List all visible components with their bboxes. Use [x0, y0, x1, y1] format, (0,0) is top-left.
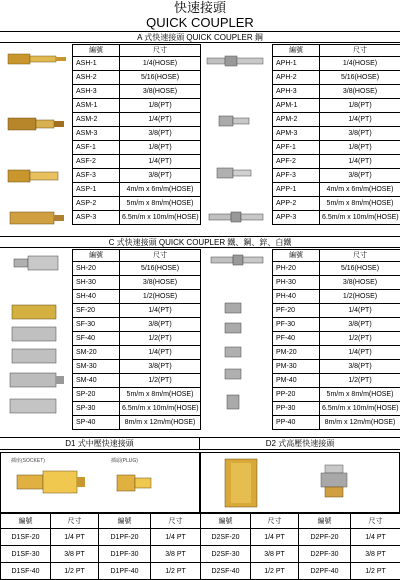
product-code: PH-30 — [273, 276, 320, 290]
product-size: 1/4(HOSE) — [320, 57, 400, 71]
table-row — [273, 276, 400, 290]
table-row — [273, 141, 400, 155]
table-row — [73, 388, 201, 402]
product-code: PP-30 — [273, 402, 320, 416]
product-code: SH-20 — [73, 262, 120, 276]
product-size: 5m/m x 8m/m(HOSE) — [120, 388, 201, 402]
ash-coupler-image — [8, 54, 66, 64]
product-code: APM-3 — [273, 127, 320, 141]
table-row — [273, 416, 400, 430]
table-row — [73, 276, 201, 290]
table-row — [273, 57, 400, 71]
socket-code: D1SF-30 — [1, 546, 51, 563]
table-row — [73, 197, 201, 211]
section-a-heading: A 式快速接頭 QUICK COUPLER 鋼 — [0, 31, 400, 43]
plug-code: D2PF-30 — [299, 546, 351, 563]
product-code: APF-2 — [273, 155, 320, 169]
product-code: APH-1 — [273, 57, 320, 71]
app-plug-image — [209, 212, 263, 222]
apm-plug-image — [219, 116, 249, 126]
table-header-row — [201, 514, 400, 529]
section-a-right-photos — [201, 44, 273, 236]
product-code: ASM-2 — [73, 113, 120, 127]
product-code: APP-1 — [273, 183, 320, 197]
product-size: 1/2(PT) — [320, 374, 400, 388]
header-size: 尺寸 — [120, 45, 201, 57]
section-c-left-table — [72, 249, 201, 430]
table-row — [73, 318, 201, 332]
table-row — [73, 141, 201, 155]
product-size: 1/4(PT) — [320, 113, 400, 127]
socket-code: D1SF-40 — [1, 563, 51, 580]
header-socket-size: 尺寸 — [51, 514, 99, 529]
socket-size: 1/2 PT — [51, 563, 99, 580]
product-size: 4m/m x 6m/m(HOSE) — [320, 183, 400, 197]
plug-size: 1/4 PT — [151, 529, 201, 546]
product-size: 1/4(PT) — [120, 346, 201, 360]
table-row — [73, 113, 201, 127]
brass-coupler-photo-group — [0, 44, 72, 236]
asm-coupler-image — [8, 118, 64, 130]
product-code: APM-1 — [273, 99, 320, 113]
table-row — [73, 71, 201, 85]
table-row — [273, 169, 400, 183]
table-row — [273, 155, 400, 169]
product-size: 3/8(HOSE) — [320, 276, 400, 290]
product-size: 1/4(PT) — [120, 304, 201, 318]
sf-socket-image — [12, 305, 56, 363]
c-plug-photo-group — [201, 249, 273, 437]
product-size: 3/8(PT) — [320, 360, 400, 374]
product-size: 3/8(HOSE) — [120, 85, 201, 99]
ph-plug-image — [211, 255, 263, 265]
product-code: PM-30 — [273, 360, 320, 374]
table-row — [73, 402, 201, 416]
header-socket-code: 編號 — [201, 514, 251, 529]
header-socket-size: 尺寸 — [251, 514, 299, 529]
product-size: 3/8(PT) — [120, 127, 201, 141]
table-row — [73, 262, 201, 276]
page-title-english: QUICK COUPLER — [0, 15, 400, 31]
d2-photo-panel — [200, 452, 400, 513]
product-code: ASP-2 — [73, 197, 120, 211]
plug-code: D1PF-30 — [99, 546, 151, 563]
product-code: ASH-3 — [73, 85, 120, 99]
product-code: ASH-2 — [73, 71, 120, 85]
product-size: 5/16(HOSE) — [320, 71, 400, 85]
header-size: 尺寸 — [320, 250, 400, 262]
plug-code: D1PF-20 — [99, 529, 151, 546]
header-code: 編號 — [273, 45, 320, 57]
table-row — [273, 346, 400, 360]
header-size: 尺寸 — [120, 250, 201, 262]
socket-code: D1SF-20 — [1, 529, 51, 546]
table-row — [73, 211, 201, 225]
sp-socket-image — [10, 399, 56, 413]
table-row — [73, 169, 201, 183]
product-code: SF-40 — [73, 332, 120, 346]
table-row — [273, 113, 400, 127]
header-plug-size: 尺寸 — [151, 514, 201, 529]
product-code: APP-2 — [273, 197, 320, 211]
product-size: 6.5m/m x 10m/m(HOSE) — [120, 211, 201, 225]
product-code: SP-20 — [73, 388, 120, 402]
plug-size: 3/8 PT — [151, 546, 201, 563]
section-c-heading: C 式快速接頭 QUICK COUPLER 鐵、鋼、鋅、白鐵 — [0, 236, 400, 248]
pp-plug-image — [227, 395, 239, 409]
d1-photo-panel — [0, 452, 200, 513]
product-size: 1/4(PT) — [320, 155, 400, 169]
product-size: 8m/m x 12m/m(HOSE) — [320, 416, 400, 430]
product-code: PH-40 — [273, 290, 320, 304]
product-code: ASF-1 — [73, 141, 120, 155]
pm-plug-image — [225, 347, 241, 379]
product-code: ASF-2 — [73, 155, 120, 169]
c-socket-photo-group — [0, 249, 72, 437]
asp-coupler-image — [10, 212, 64, 224]
header-code: 編號 — [273, 250, 320, 262]
product-size: 5/16(HOSE) — [120, 262, 201, 276]
table-row — [201, 563, 400, 580]
product-code: ASM-3 — [73, 127, 120, 141]
product-code: APM-2 — [273, 113, 320, 127]
plug-size: 1/2 PT — [351, 563, 400, 580]
header-socket-code: 編號 — [1, 514, 51, 529]
product-size: 5m/m x 8m/m(HOSE) — [120, 197, 201, 211]
socket-code: D2SF-20 — [201, 529, 251, 546]
table-row — [73, 332, 201, 346]
socket-size: 1/4 PT — [51, 529, 99, 546]
header-code: 編號 — [73, 45, 120, 57]
table-header-row — [273, 45, 400, 57]
product-code: APH-2 — [273, 71, 320, 85]
product-code: SP-30 — [73, 402, 120, 416]
socket-size: 1/2 PT — [251, 563, 299, 580]
product-size: 8m/m x 12m/m(HOSE) — [120, 416, 201, 430]
apf-plug-image — [217, 168, 251, 178]
table-row — [73, 360, 201, 374]
d2-coupler-image — [201, 453, 399, 512]
header-plug-size: 尺寸 — [351, 514, 400, 529]
product-size: 1/2(PT) — [120, 374, 201, 388]
product-size: 1/8(PT) — [320, 141, 400, 155]
section-d1-table — [0, 513, 201, 580]
product-code: PM-20 — [273, 346, 320, 360]
product-size: 5/16(HOSE) — [320, 262, 400, 276]
table-row — [273, 290, 400, 304]
table-row — [73, 127, 201, 141]
product-code: PF-40 — [273, 332, 320, 346]
product-size: 1/4(HOSE) — [120, 57, 201, 71]
table-row — [73, 346, 201, 360]
section-d2-table — [200, 513, 400, 580]
header-size: 尺寸 — [320, 45, 400, 57]
product-size: 1/2(PT) — [120, 332, 201, 346]
table-row — [273, 85, 400, 99]
product-code: PH-20 — [273, 262, 320, 276]
socket-size: 3/8 PT — [51, 546, 99, 563]
table-header-row — [73, 250, 201, 262]
product-code: SP-40 — [73, 416, 120, 430]
product-size: 1/8(PT) — [120, 141, 201, 155]
product-size: 1/4(PT) — [320, 346, 400, 360]
table-header-row — [273, 250, 400, 262]
section-a-right-table — [272, 44, 400, 225]
product-code: PM-40 — [273, 374, 320, 388]
table-row — [73, 85, 201, 99]
product-size: 3/8(PT) — [320, 318, 400, 332]
table-row — [273, 71, 400, 85]
table-row — [1, 563, 201, 580]
table-row — [1, 529, 201, 546]
header-plug-code: 編號 — [299, 514, 351, 529]
socket-size: 3/8 PT — [251, 546, 299, 563]
section-d1-heading: D1 式中壓快速接頭 — [0, 437, 200, 450]
section-c-right-photos — [201, 249, 273, 437]
product-code: SM-30 — [73, 360, 120, 374]
plug-code: D2PF-40 — [299, 563, 351, 580]
product-code: APP-3 — [273, 211, 320, 225]
table-row — [73, 57, 201, 71]
product-size: 3/8(PT) — [120, 360, 201, 374]
product-code: ASP-1 — [73, 183, 120, 197]
plug-code: D2PF-20 — [299, 529, 351, 546]
product-size: 5/16(HOSE) — [120, 71, 201, 85]
product-code: APF-1 — [273, 141, 320, 155]
header-plug-code: 編號 — [99, 514, 151, 529]
table-row — [201, 529, 400, 546]
sm-socket-image — [10, 373, 64, 387]
socket-code: D2SF-30 — [201, 546, 251, 563]
pf-plug-image — [225, 303, 241, 333]
table-row — [73, 416, 201, 430]
product-size: 3/8(PT) — [320, 169, 400, 183]
table-row — [273, 374, 400, 388]
section-a-left-photos — [0, 44, 72, 236]
table-row — [273, 211, 400, 225]
product-size: 3/8(PT) — [120, 169, 201, 183]
section-c-right-table — [272, 249, 400, 430]
table-header-row — [73, 45, 201, 57]
product-code: SF-20 — [73, 304, 120, 318]
product-size: 6.5m/m x 10m/m(HOSE) — [320, 402, 400, 416]
product-size: 3/8(PT) — [320, 127, 400, 141]
table-row — [73, 290, 201, 304]
product-code: SM-40 — [73, 374, 120, 388]
product-code: SH-40 — [73, 290, 120, 304]
steel-plug-photo-group — [201, 44, 273, 236]
product-size: 3/8(HOSE) — [120, 276, 201, 290]
socket-code: D2SF-40 — [201, 563, 251, 580]
socket-size: 1/4 PT — [251, 529, 299, 546]
product-size: 1/2(HOSE) — [320, 290, 400, 304]
page-title-chinese: 快速接頭 — [0, 0, 400, 16]
aph-plug-image — [207, 56, 263, 66]
table-row — [73, 304, 201, 318]
plug-size: 3/8 PT — [351, 546, 400, 563]
product-size: 4m/m x 6m/m(HOSE) — [120, 183, 201, 197]
asf-coupler-image — [8, 170, 58, 182]
table-row — [273, 332, 400, 346]
section-c-left-photos — [0, 249, 72, 437]
d1-plug-label: 插頭(PLUG) — [111, 457, 138, 464]
table-row — [273, 197, 400, 211]
plug-code: D1PF-40 — [99, 563, 151, 580]
table-row — [273, 262, 400, 276]
product-size: 1/2(HOSE) — [120, 290, 201, 304]
product-code: ASM-1 — [73, 99, 120, 113]
product-code: ASP-3 — [73, 211, 120, 225]
table-row — [273, 402, 400, 416]
product-code: APH-3 — [273, 85, 320, 99]
product-size: 3/8(HOSE) — [320, 85, 400, 99]
table-row — [1, 546, 201, 563]
table-row — [273, 388, 400, 402]
product-code: ASF-3 — [73, 169, 120, 183]
header-code: 編號 — [73, 250, 120, 262]
table-row — [273, 99, 400, 113]
product-size: 1/8(PT) — [320, 99, 400, 113]
table-row — [273, 127, 400, 141]
table-row — [73, 99, 201, 113]
product-size: 5m/m x 8m/m(HOSE) — [320, 388, 400, 402]
product-code: PF-20 — [273, 304, 320, 318]
plug-size: 1/2 PT — [151, 563, 201, 580]
product-code: PF-30 — [273, 318, 320, 332]
product-size: 6.5m/m x 10m/m(HOSE) — [120, 402, 201, 416]
product-code: PP-20 — [273, 388, 320, 402]
table-row — [73, 155, 201, 169]
product-size: 1/2(PT) — [320, 332, 400, 346]
product-code: APF-3 — [273, 169, 320, 183]
product-size: 5m/m x 8m/m(HOSE) — [320, 197, 400, 211]
table-row — [273, 183, 400, 197]
product-size: 3/8(PT) — [120, 318, 201, 332]
table-row — [273, 318, 400, 332]
table-row — [73, 374, 201, 388]
product-code: SM-20 — [73, 346, 120, 360]
product-code: PP-40 — [273, 416, 320, 430]
product-size: 1/4(PT) — [320, 304, 400, 318]
table-row — [273, 360, 400, 374]
product-code: ASH-1 — [73, 57, 120, 71]
product-code: SH-30 — [73, 276, 120, 290]
product-size: 1/4(PT) — [120, 155, 201, 169]
product-size: 1/4(PT) — [120, 113, 201, 127]
product-size: 1/8(PT) — [120, 99, 201, 113]
table-row — [73, 183, 201, 197]
section-a-left-table — [72, 44, 201, 225]
table-header-row — [1, 514, 201, 529]
sh-socket-image — [14, 256, 58, 270]
d1-socket-label: 插座(SOCKET) — [11, 457, 45, 464]
section-d2-heading: D2 式高壓快速接頭 — [200, 437, 400, 450]
plug-size: 1/4 PT — [351, 529, 400, 546]
product-code: SF-30 — [73, 318, 120, 332]
product-size: 6.5m/m x 10m/m(HOSE) — [320, 211, 400, 225]
table-row — [273, 304, 400, 318]
table-row — [201, 546, 400, 563]
